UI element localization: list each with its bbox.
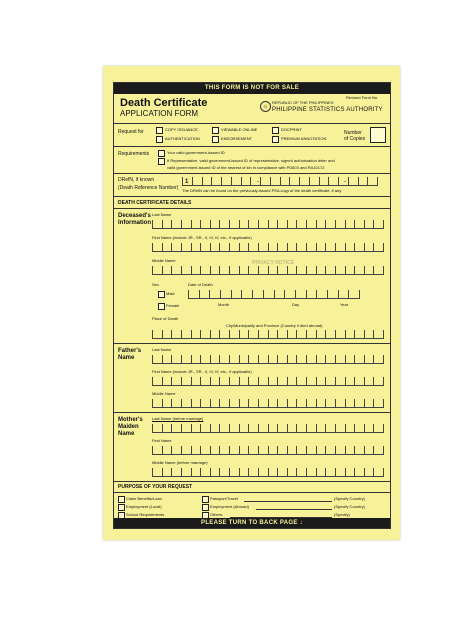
premium-annotation-checkbox[interactable] [272, 136, 279, 143]
privacy-notice-ghost: PRIVACY NOTICE [252, 260, 295, 266]
endorsement-label: ENDORSEMENT [221, 136, 253, 141]
specify-country-2: (Specify Country) [334, 504, 365, 509]
viewable-online-checkbox[interactable] [212, 127, 219, 134]
passport-country-line[interactable] [244, 501, 332, 502]
revised-form-label: Revised Form No. [346, 95, 379, 100]
place-of-death-label: Place of Death [152, 316, 179, 321]
place-of-death-field[interactable] [152, 330, 384, 339]
father-first-name-field[interactable] [152, 377, 384, 386]
deceased-section-label: Deceased's Information [118, 213, 151, 226]
mother-last-name-field[interactable] [152, 424, 384, 433]
docprint-checkbox[interactable] [272, 127, 279, 134]
purpose-heading: PURPOSE OF YOUR REQUEST [118, 484, 193, 490]
father-middle-name-field[interactable] [152, 399, 384, 408]
copy-issuance-checkbox[interactable] [156, 127, 163, 134]
republic-label: REPUBLIC OF THE PHILIPPINES [272, 100, 334, 105]
requirement-1: Your valid government-issued ID [167, 150, 225, 155]
year-label: Year [340, 302, 349, 307]
school-requirements-label: School Requirements [126, 512, 165, 517]
deceased-first-name-label: First Name (include JR., SR., II, III, IV, etc., if applicable) [152, 235, 252, 240]
arrow-down-icon: ↓ [299, 520, 303, 526]
requirement-3: valid government-issued ID of the nearest of kin in compliance with PD603 and RA10172 [167, 165, 325, 170]
employment-abroad-label: Employment (Abroad) [210, 504, 249, 509]
drn-note: The DRefN can be found on the previously-issued PSA copy of the death certificate, if any. [182, 188, 343, 193]
month-label: Month [218, 302, 230, 307]
passport-travel-label: Passport/Travel [210, 496, 238, 501]
claim-benefits-checkbox[interactable] [118, 496, 125, 503]
docprint-label: DOCPRINT [281, 127, 302, 132]
mother-first-name-field[interactable] [152, 446, 384, 455]
details-heading: DEATH CERTIFICATE DETAILS [118, 200, 192, 206]
specify-country-1: (Specify Country) [334, 496, 365, 501]
father-section-label: Father's Name [118, 348, 142, 361]
premium-annotation-label: PREMIUM ANNOTATION [281, 136, 327, 141]
drn-dash-2: - [344, 179, 346, 185]
male-checkbox[interactable] [158, 291, 165, 298]
father-first-name-label: First Name (include JR., SR., II, III, IV, etc., if applicable) [152, 369, 252, 374]
mother-section-label: Mother's Maiden Name [118, 417, 143, 437]
employment-country-line[interactable] [256, 509, 332, 510]
requirement-2: If Representative, valid government-issued ID of representative, signed authorization letter and [167, 158, 335, 163]
father-last-name-label: Last Name [152, 347, 172, 352]
claim-benefits-label: Claim Benefits/Loan [126, 496, 162, 501]
mother-middle-name-field[interactable] [152, 468, 384, 477]
drn-field[interactable] [182, 177, 378, 186]
endorsement-checkbox[interactable] [212, 136, 219, 143]
mother-first-name-label: First Name [152, 438, 172, 443]
sex-label: Sex [152, 282, 159, 287]
drn-dash-1: - [257, 179, 259, 185]
request-for-label: Request for [118, 129, 144, 135]
drn-sublabel: (Death Reference Number) [118, 185, 179, 191]
drn-label: DRefN, if known [118, 177, 155, 183]
father-middle-name-label: Middle Name [152, 391, 176, 396]
specify-others: (Specify) [334, 512, 350, 517]
female-label: Female [166, 303, 180, 308]
requirements-label: Requirements [118, 151, 150, 157]
form-title: Death Certificate [120, 97, 208, 109]
psa-seal-icon [260, 101, 271, 112]
others-label: Others: [210, 512, 224, 517]
employment-local-label: Employment (Local) [126, 504, 162, 509]
day-label: Day [292, 302, 300, 307]
drn-first-digit: 1 [185, 179, 189, 185]
form-subtitle: APPLICATION FORM [120, 109, 199, 118]
not-for-sale-banner: THIS FORM IS NOT FOR SALE [114, 83, 390, 94]
mother-middle-name-label: Middle Name (before marriage) [152, 460, 208, 465]
deceased-middle-name-label: Middle Name [152, 258, 176, 263]
deceased-last-name-field[interactable] [152, 220, 384, 229]
number-of-copies-label: Number of Copies [344, 130, 366, 142]
copy-issuance-label: COPY ISSUANCE [165, 127, 198, 132]
deceased-first-name-field[interactable] [152, 243, 384, 252]
employment-abroad-checkbox[interactable] [202, 504, 209, 511]
male-label: Male [166, 291, 175, 296]
date-of-death-field[interactable] [188, 290, 360, 299]
number-of-copies-field[interactable] [370, 127, 386, 143]
deceased-last-name-label: Last Name [152, 212, 172, 217]
representative-checkbox[interactable] [158, 158, 165, 165]
turn-page-banner [114, 518, 390, 528]
viewable-online-label: VIEWABLE ONLINE [221, 127, 258, 132]
place-of-death-hint: City/Municipality and Province (Country if died abroad) [226, 323, 323, 328]
agency-name: PHILIPPINE STATISTICS AUTHORITY [272, 107, 383, 113]
valid-id-checkbox[interactable] [158, 150, 165, 157]
turn-page-label: PLEASE TURN TO BACK PAGE [201, 520, 298, 526]
application-form [113, 82, 391, 529]
father-last-name-field[interactable] [152, 355, 384, 364]
form-paper [103, 66, 400, 540]
passport-travel-checkbox[interactable] [202, 496, 209, 503]
female-checkbox[interactable] [158, 303, 165, 310]
authentication-checkbox[interactable] [156, 136, 163, 143]
date-of-death-label: Date of Death [188, 282, 213, 287]
authentication-label: AUTHENTICATION [165, 136, 200, 141]
employment-local-checkbox[interactable] [118, 504, 125, 511]
mother-last-name-label: Last Name (before marriage) [152, 416, 204, 421]
deceased-middle-name-field[interactable] [152, 266, 384, 275]
